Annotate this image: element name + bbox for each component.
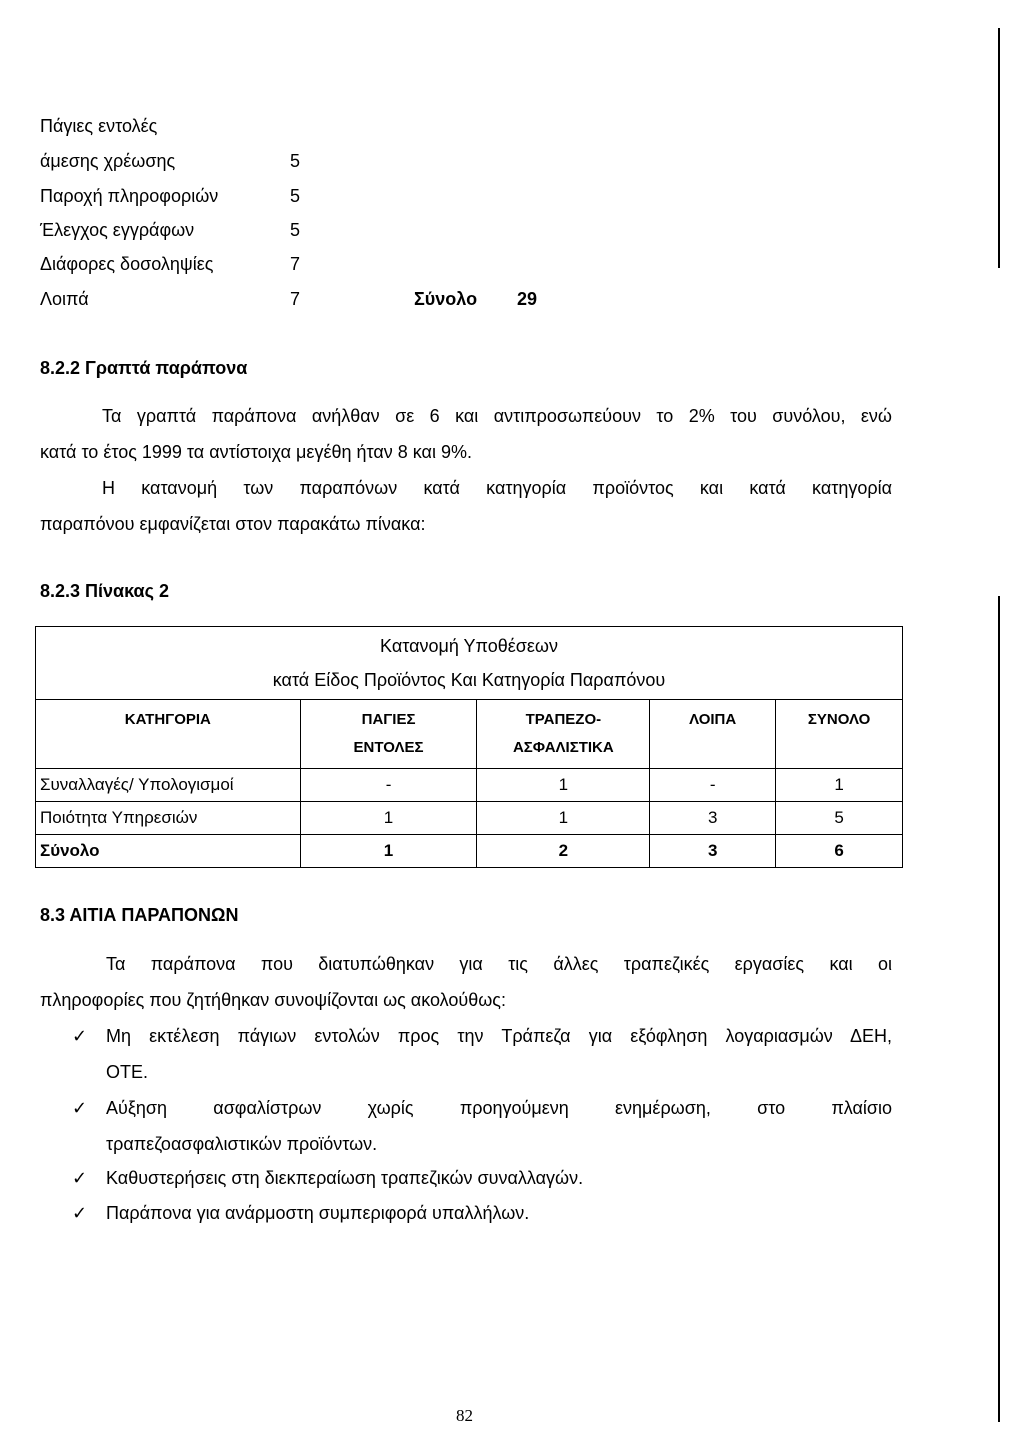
list-item — [72, 1195, 892, 1231]
list-item-label: Διάφορες δοσοληψίες — [40, 254, 214, 274]
table-cell: 1 — [477, 802, 650, 835]
table-total-row — [36, 835, 903, 868]
complaints-table — [35, 626, 903, 868]
check-icon: ✓ — [72, 1203, 88, 1223]
list-item — [40, 289, 560, 311]
table-cell: - — [300, 769, 477, 802]
table-header-row — [36, 700, 903, 769]
list-item-label: άμεσης χρέωσης — [40, 151, 176, 171]
list-item-value: 5 — [290, 186, 301, 206]
paragraph-line: κατά το έτος 1999 τα αντίστοιχα μεγέθη ήταν 8 και 9%. — [40, 442, 472, 462]
table-cell: Σύνολο — [36, 835, 301, 868]
column-header: ΤΡΑΠΕΖΟ- ΑΣΦΑΛΙΣΤΙΚΑ — [477, 700, 650, 769]
list-item-value: 5 — [290, 151, 301, 171]
table-cell: 6 — [776, 835, 903, 868]
table-title-line: Κατανομή Υποθέσεων — [380, 636, 558, 656]
check-icon: ✓ — [72, 1026, 88, 1046]
list-item-line: τραπεζοασφαλιστικών προϊόντων. — [106, 1134, 378, 1154]
list-item — [72, 1018, 892, 1090]
list-item-value: 7 — [290, 289, 301, 309]
table-cell: Ποιότητα Υπηρεσιών — [36, 802, 301, 835]
column-header: ΣΥΝΟΛΟ — [776, 700, 903, 769]
table-cell: Συναλλαγές/ Υπολογισμοί — [36, 769, 301, 802]
table-cell: - — [650, 769, 776, 802]
paragraph-line: Τα παράπονα που διατυπώθηκαν για τις άλλες τραπεζικές εργασίες και οι — [106, 954, 892, 974]
list-item-value: 5 — [290, 220, 301, 240]
page-number: 82 — [456, 1406, 473, 1425]
list-item-line: ΟΤΕ. — [106, 1062, 149, 1082]
column-header: ΚΑΤΗΓΟΡΙΑ — [36, 700, 301, 769]
list-item-line: Παράπονα για ανάρμοστη συμπεριφορά υπαλλήλων. — [106, 1203, 530, 1223]
table-cell: 2 — [477, 835, 650, 868]
list-item-label: Παροχή πληροφοριών — [40, 186, 219, 206]
list-item — [72, 1160, 892, 1196]
list-item-line: Μη εκτέλεση πάγιων εντολών προς την Τράπεζα για εξόφληση λογαριασμών ΔΕΗ, — [106, 1026, 892, 1046]
section-heading-83: 8.3 ΑΙΤΙΑ ΠΑΡΑΠΟΝΩΝ — [40, 905, 239, 925]
check-icon: ✓ — [72, 1098, 88, 1118]
table-row — [36, 769, 903, 802]
paragraph-line: πληροφορίες που ζητήθηκαν συνοψίζονται ως ακολούθως: — [40, 990, 506, 1010]
table-title-line: κατά Είδος Προϊόντος Και Κατηγορία Παραπόνου — [272, 670, 666, 690]
list-total-value: 29 — [517, 289, 538, 309]
section-heading-823: 8.2.3 Πίνακας 2 — [40, 581, 169, 601]
paragraph-line: Η κατανομή των παραπόνων κατά κατηγορία προϊόντος και κατά κατηγορία — [102, 478, 892, 498]
list-item-line: Καθυστερήσεις στη διεκπεραίωση τραπεζικών συναλλαγών. — [106, 1168, 584, 1188]
table-cell: 1 — [300, 835, 477, 868]
column-header: ΠΑΓΙΕΣ ΕΝΤΟΛΕΣ — [300, 700, 477, 769]
list-item — [72, 1090, 892, 1162]
section-heading-822: 8.2.2 Γραπτά παράπονα — [40, 358, 248, 378]
table-cell: 3 — [650, 835, 776, 868]
table-title — [36, 627, 903, 700]
list-total-label: Σύνολο — [414, 289, 478, 309]
column-header: ΛΟΙΠΑ — [650, 700, 776, 769]
list-item-value: 7 — [290, 254, 301, 274]
paragraph-line: παραπόνου εμφανίζεται στον παρακάτω πίνακα: — [40, 514, 426, 534]
table-cell: 1 — [300, 802, 477, 835]
table-cell: 3 — [650, 802, 776, 835]
table-row — [36, 802, 903, 835]
margin-rule-bottom — [998, 596, 1000, 1422]
margin-rule-top — [998, 28, 1000, 268]
list-item-label: Έλεγχος εγγράφων — [40, 220, 195, 240]
table-cell: 1 — [776, 769, 903, 802]
list-item-line: Αύξηση ασφαλίστρων χωρίς προηγούμενη ενημέρωση, στο πλαίσιο — [106, 1098, 892, 1118]
table-cell: 5 — [776, 802, 903, 835]
paragraph-line: Τα γραπτά παράπονα ανήλθαν σε 6 και αντιπροσωπεύουν το 2% του συνόλου, ενώ — [102, 406, 892, 426]
check-icon: ✓ — [72, 1168, 88, 1188]
table-cell: 1 — [477, 769, 650, 802]
list-item-label: Λοιπά — [40, 289, 89, 309]
paragraph-complaint-causes-intro — [40, 946, 892, 1018]
paragraph-written-complaints — [40, 398, 892, 542]
